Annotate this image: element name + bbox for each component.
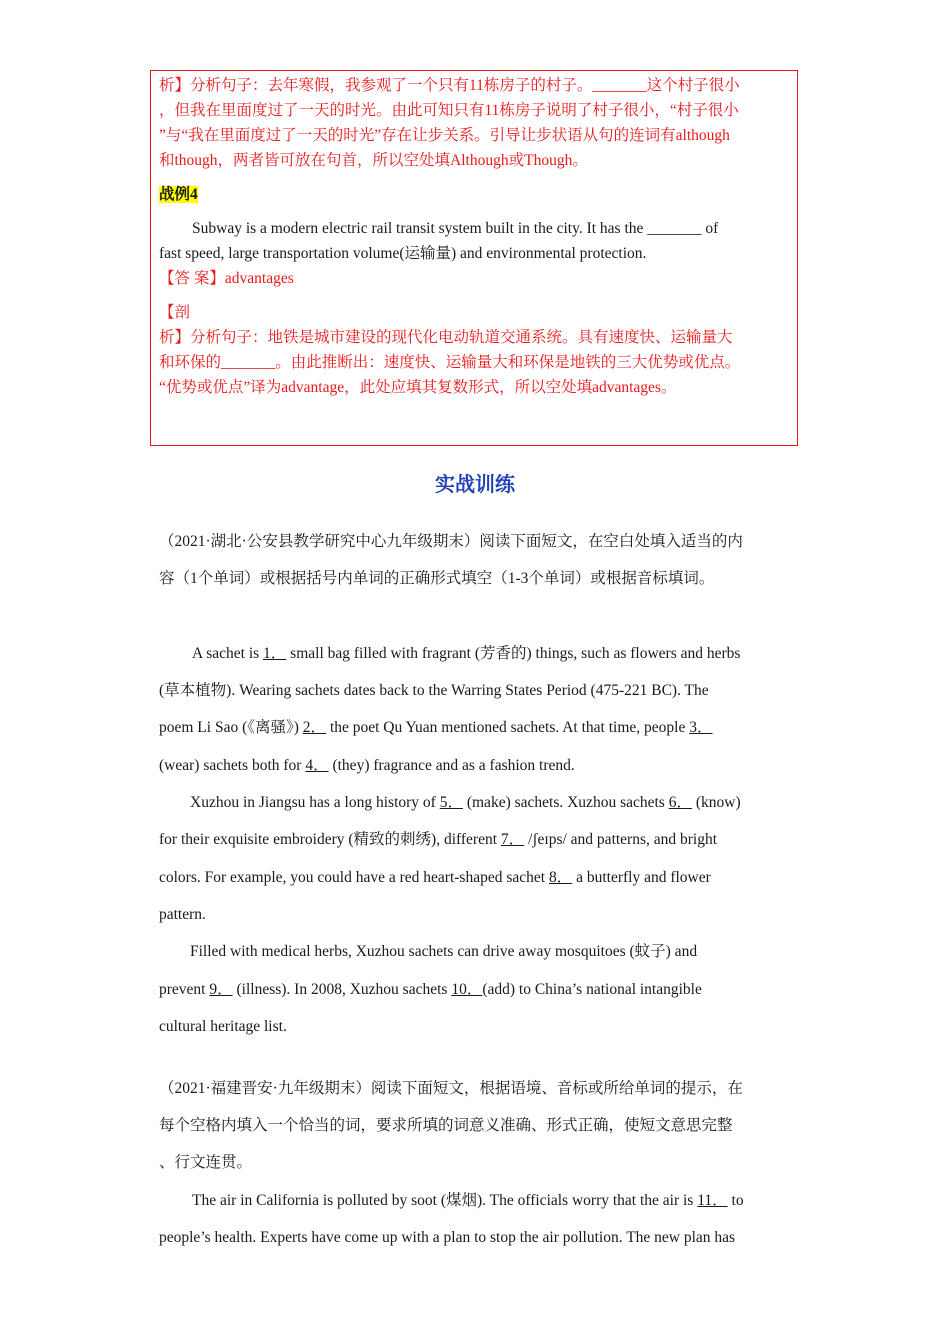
passage-line: for their exquisite embroidery (精致的刺绣), different 7． /ʃeɪps/ and patterns, and bright bbox=[159, 831, 718, 848]
blank-4: 4． bbox=[305, 757, 329, 774]
passage-line: people’s health. Experts have come up with a plan to stop the air pollution. The new plan has bbox=[159, 1229, 736, 1246]
question-line: Subway is a modern electric rail transit system built in the city. It has the _______ of bbox=[192, 220, 719, 237]
answer-value: advantages bbox=[224, 270, 294, 287]
intro-line: 容（1个单词）或根据括号内单词的正确形式填空（1-3个单词）或根据音标填词。 bbox=[159, 570, 715, 587]
passage-line: pattern. bbox=[159, 906, 206, 923]
blank-9: 9． bbox=[209, 981, 233, 998]
example-label bbox=[159, 185, 198, 205]
analysis-line: 析】分析句子：地铁是城市建设的现代化电动轨道交通系统。具有速度快、运输量大 bbox=[159, 329, 733, 346]
blank-6: 6． bbox=[668, 794, 692, 811]
analysis-line: 和环保的_______。由此推断出：速度快、运输量大和环保是地铁的三大优势或优点。 bbox=[159, 354, 741, 371]
passage-line: Xuzhou in Jiangsu has a long history of 5． (make) sachets. Xuzhou sachets 6． (know) bbox=[190, 794, 741, 811]
section-title: 实战训练 bbox=[435, 474, 515, 496]
intro-line: 、行文连贯。 bbox=[159, 1154, 253, 1171]
blank-7: 7． bbox=[500, 831, 525, 848]
question-line: fast speed, large transportation volume(运输量) and environmental protection. bbox=[159, 245, 647, 262]
passage-line: (wear) sachets both for 4． (they) fragrance and as a fashion trend. bbox=[159, 757, 575, 774]
answer-label: 【答 案】 bbox=[159, 270, 225, 287]
analysis-line: ，但我在里面度过了一天的时光。由此可知只有11栋房子说明了村子很小，“村子很小 bbox=[159, 102, 739, 119]
intro-line: （2021·湖北·公安县教学研究中心九年级期末）阅读下面短文，在空白处填入适当的内 bbox=[159, 533, 743, 550]
passage-line: The air in California is polluted by soot (煤烟). The officials worry that the air is 11． to bbox=[192, 1192, 744, 1209]
blank-1: 1． bbox=[263, 645, 287, 662]
analysis-label: 【剖 bbox=[159, 304, 191, 321]
passage-line: Filled with medical herbs, Xuzhou sachets can drive away mosquitoes (蚊子) and bbox=[190, 943, 698, 960]
passage-line: prevent 9． (illness). In 2008, Xuzhou sachets 10．(add) to China’s national intangible bbox=[159, 981, 702, 998]
blank-11: 11． bbox=[697, 1192, 728, 1209]
blank-10: 10． bbox=[451, 981, 483, 998]
analysis-line: 析】分析句子：去年寒假，我参观了一个只有11栋房子的村子。_______这个村子很小 bbox=[159, 77, 740, 94]
blank-8: 8． bbox=[548, 869, 573, 886]
passage-line: poem Li Sao (《离骚》) 2． the poet Qu Yuan mentioned sachets. At that time, people 3． bbox=[159, 719, 713, 736]
passage-line: (草本植物). Wearing sachets dates back to the Warring States Period (475-221 BC). The bbox=[159, 682, 709, 699]
blank-3: 3． bbox=[689, 719, 713, 736]
example-tag: 战例4 bbox=[159, 186, 198, 203]
blank-5: 5． bbox=[439, 794, 463, 811]
analysis-line: ”与“我在里面度过了一天的时光”存在让步关系。引导让步状语从句的连词有although bbox=[159, 127, 730, 144]
passage-line: cultural heritage list. bbox=[159, 1018, 287, 1035]
blank-2: 2． bbox=[302, 719, 327, 736]
analysis-line: 和though，两者皆可放在句首，所以空处填Although或Though。 bbox=[159, 152, 588, 169]
passage-line: colors. For example, you could have a red heart-shaped sachet 8． a butterfly and flower bbox=[159, 869, 711, 886]
passage-line: A sachet is 1． small bag filled with fragrant (芳香的) things, such as flowers and herbs bbox=[192, 645, 741, 662]
intro-line: （2021·福建晋安·九年级期末）阅读下面短文，根据语境、音标或所给单词的提示，在 bbox=[159, 1080, 743, 1097]
analysis-line: “优势或优点”译为advantage，此处应填其复数形式，所以空处填advantages。 bbox=[159, 379, 677, 396]
answer-line bbox=[159, 269, 294, 289]
intro-line: 每个空格内填入一个恰当的词，要求所填的词意义准确、形式正确，使短文意思完整 bbox=[159, 1117, 733, 1134]
